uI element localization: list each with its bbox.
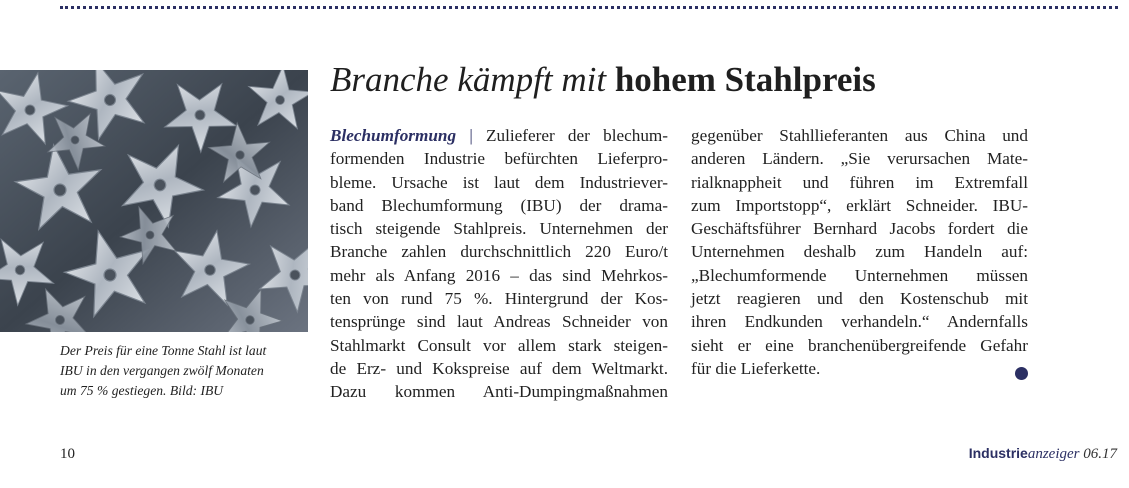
body-line: jetzt reagieren und den Kostenschub mit — [691, 289, 1028, 309]
caption-line: Der Preis für eine Tonne Stahl ist laut — [60, 343, 267, 358]
body-line: Stahlmarkt Consult vor allem stark steigen- — [330, 335, 668, 355]
top-dotted-rule — [60, 6, 1118, 9]
issue-number: 06.17 — [1083, 446, 1117, 462]
article-column-1 — [330, 124, 668, 404]
footer-magazine-brand — [969, 445, 1117, 463]
kicker-separator: | — [469, 126, 473, 145]
photo-caption — [60, 341, 312, 401]
headline-italic-part: Branche kämpft mit — [330, 60, 607, 99]
body-line: tisch steigende Stahlpreis. Unternehmen der — [330, 219, 668, 239]
body-line: für die Lieferkette. — [691, 358, 821, 378]
body-line: sieht er eine branchenübergreifende Gefahr — [691, 335, 1028, 355]
caption-line: IBU in den vergangen zwölf Monaten — [60, 363, 264, 378]
brand-italic-part: anzeiger — [1027, 446, 1080, 462]
article-headline — [330, 58, 876, 102]
body-line: Dazu kommen Anti-Dumpingmaßnahmen — [330, 382, 668, 402]
article-column-2 — [691, 124, 1028, 380]
body-line: band Blechumformung (IBU) der drama- — [330, 195, 668, 215]
body-line: ten von rund 75 %. Hintergrund der Kos- — [330, 289, 668, 309]
body-line: mehr als Anfang 2016 – das sind Mehrkos- — [330, 265, 668, 285]
body-line: Unternehmen deshalb zum Handeln auf: — [691, 242, 1028, 262]
page-number: 10 — [60, 446, 75, 462]
end-of-article-dot-icon — [1015, 367, 1028, 380]
body-line: rialknappheit und führen im Extremfall — [691, 172, 1028, 192]
body-line: „Blechumformende Unternehmen müssen — [691, 265, 1028, 285]
body-line: tensprünge sind laut Andreas Schneider von — [330, 312, 668, 332]
kicker: Blechumformung — [330, 126, 457, 145]
body-line — [330, 124, 668, 147]
body-line: Branche zahlen durchschnittlich 220 Euro/t — [330, 242, 668, 262]
body-line: bleme. Ursache ist laut dem Industriever- — [330, 172, 668, 192]
body-text: Zulieferer der blechum- — [486, 126, 669, 145]
body-line: formenden Industrie befürchten Lieferpro- — [330, 149, 668, 169]
body-line: anderen Ländern. „Sie verursachen Mate- — [691, 149, 1028, 169]
body-line: Geschäftsführer Bernhard Jacobs fordert die — [691, 219, 1028, 239]
body-line: de Erz- und Kokspreise auf dem Weltmarkt. — [330, 358, 668, 378]
body-line: zum Importstopp“, erklärt Schneider. IBU- — [691, 195, 1028, 215]
body-line: gegenüber Stahllieferanten aus China und — [691, 126, 1028, 145]
headline-bold-part: hohem Stahlpreis — [614, 60, 876, 99]
brand-bold-part: Industrie — [968, 445, 1028, 461]
caption-line: um 75 % gestiegen. Bild: IBU — [60, 383, 224, 398]
article-photo-steel-stars — [0, 70, 308, 332]
body-line: ihren Endkunden verhandeln.“ Andernfalls — [691, 312, 1028, 332]
